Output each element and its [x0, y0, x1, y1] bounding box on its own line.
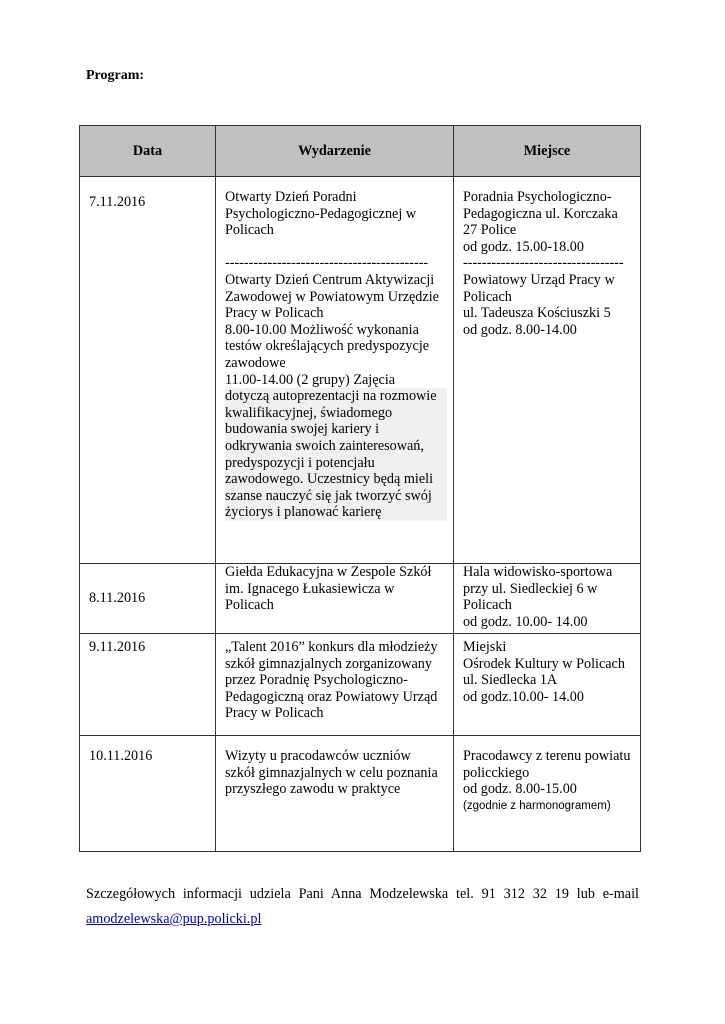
- place-line: od godz. 15.00-18.00: [463, 238, 584, 255]
- email-link[interactable]: amodzelewska@pup.policki.pl: [86, 911, 262, 927]
- event-line: Pracy w Policach: [225, 705, 324, 722]
- event-line: Wizyty u pracodawców uczniów: [225, 748, 411, 764]
- event-line: 8.00-10.00 Możliwość wykonania: [225, 321, 419, 338]
- event-line: 11.00-14.00 (2 grupy) Zajęcia: [225, 371, 396, 388]
- event-line: szanse nauczyć się jak tworzyć swój: [225, 488, 447, 505]
- event-line: kwalifikacyjnej, świadomego: [225, 405, 447, 422]
- event-line: Zawodowej w Powiatowym Urzędzie: [225, 288, 439, 305]
- place-line: Pedagogiczna ul. Korczaka: [463, 205, 618, 222]
- event-line: Pracy w Policach: [225, 305, 324, 322]
- header-date: Data: [80, 126, 216, 177]
- row-date: 8.11.2016: [80, 564, 216, 634]
- event-line: Giełda Edukacyjna w Zespole Szkół: [225, 564, 432, 580]
- place-line: policckiego: [463, 764, 530, 781]
- row-event: [216, 634, 454, 736]
- place-line: od godz. 8.00-14.00: [463, 321, 577, 338]
- event-line: zawodowe: [225, 354, 286, 371]
- header-event: Wydarzenie: [216, 126, 454, 177]
- table-row: [80, 634, 641, 736]
- separator-line: -------------------------------------------: [225, 255, 429, 272]
- blank-line: [225, 239, 447, 256]
- event-line: testów określających predyspozycje: [225, 338, 430, 355]
- event-line: Pedagogiczną oraz Powiatowy Urząd: [225, 688, 438, 705]
- place-line: ul. Siedlecka 1A: [463, 672, 558, 689]
- place-line: od godz. 10.00- 14.00: [463, 613, 588, 630]
- place-line: od godz.10.00- 14.00: [463, 688, 584, 705]
- event-line: Otwarty Dzień Centrum Aktywizacji: [225, 271, 435, 288]
- row-event: [216, 177, 454, 564]
- event-line: predyspozycji i potencjału: [225, 455, 447, 472]
- place-line: Policach: [463, 288, 512, 305]
- event-line: dotyczą autoprezentacji na rozmowie: [225, 388, 447, 405]
- place-line: Ośrodek Kultury w Policach: [463, 655, 625, 672]
- row-event: [216, 736, 454, 852]
- row-place: [454, 177, 641, 564]
- separator-line: ----------------------------------: [463, 255, 624, 272]
- header-place: Miejsce: [454, 126, 641, 177]
- place-line: od godz. 8.00-15.00: [463, 781, 577, 798]
- event-line: Otwarty Dzień Poradni: [225, 189, 357, 205]
- row-date: 10.11.2016: [80, 736, 216, 852]
- row-place: [454, 736, 641, 852]
- place-line: Pracodawcy z terenu powiatu: [463, 748, 631, 764]
- place-note: (zgodnie z harmonogramem): [463, 799, 611, 812]
- program-table: [79, 125, 641, 852]
- contact-info: [86, 882, 639, 932]
- place-line: ul. Tadeusza Kościuszki 5: [463, 305, 611, 322]
- program-heading: Program:: [86, 68, 145, 83]
- row-place: [454, 564, 641, 634]
- event-line: życiorys i planować karierę: [225, 504, 447, 521]
- event-line: szkół gimnazjalnych zorganizowany: [225, 655, 432, 672]
- place-line: Hala widowisko-sportowa: [463, 564, 613, 580]
- row-date: 7.11.2016: [80, 177, 216, 564]
- table-row: [80, 736, 641, 852]
- place-line: Miejski: [463, 639, 507, 655]
- table-row: [80, 564, 641, 634]
- place-line: Poradnia Psychologiczno-: [463, 189, 612, 205]
- table-row: [80, 177, 641, 564]
- event-line: przez Poradnię Psychologiczno-: [225, 672, 408, 689]
- event-line: im. Ignacego Łukasiewicza w: [225, 580, 395, 597]
- row-event: [216, 564, 454, 634]
- row-place: [454, 634, 641, 736]
- contact-text: Szczegółowych informacji udziela Pani Anna Modzelewska tel. 91 312 32 19 lub e-mail: [86, 886, 639, 902]
- event-line: budowania swojej kariery i: [225, 421, 447, 438]
- place-line: 27 Police: [463, 222, 517, 239]
- place-line: Policach: [463, 597, 512, 614]
- event-line: odkrywania swoich zainteresowań,: [225, 438, 447, 455]
- event-line: Psychologiczno-Pedagogicznej w: [225, 205, 417, 222]
- event-line: Policach: [225, 597, 274, 614]
- event-line: szkół gimnazjalnych w celu poznania: [225, 764, 438, 781]
- place-line: Powiatowy Urząd Pracy w: [463, 271, 615, 288]
- event-line: „Talent 2016” konkurs dla młodzieży: [225, 639, 438, 655]
- row-date: 9.11.2016: [80, 634, 216, 736]
- event-line: zawodowego. Uczestnicy będą mieli: [225, 471, 447, 488]
- table-header-row: [80, 126, 641, 177]
- event-line: przyszłego zawodu w praktyce: [225, 781, 401, 798]
- place-line: przy ul. Siedleckiej 6 w: [463, 580, 598, 597]
- event-line: Policach: [225, 222, 274, 239]
